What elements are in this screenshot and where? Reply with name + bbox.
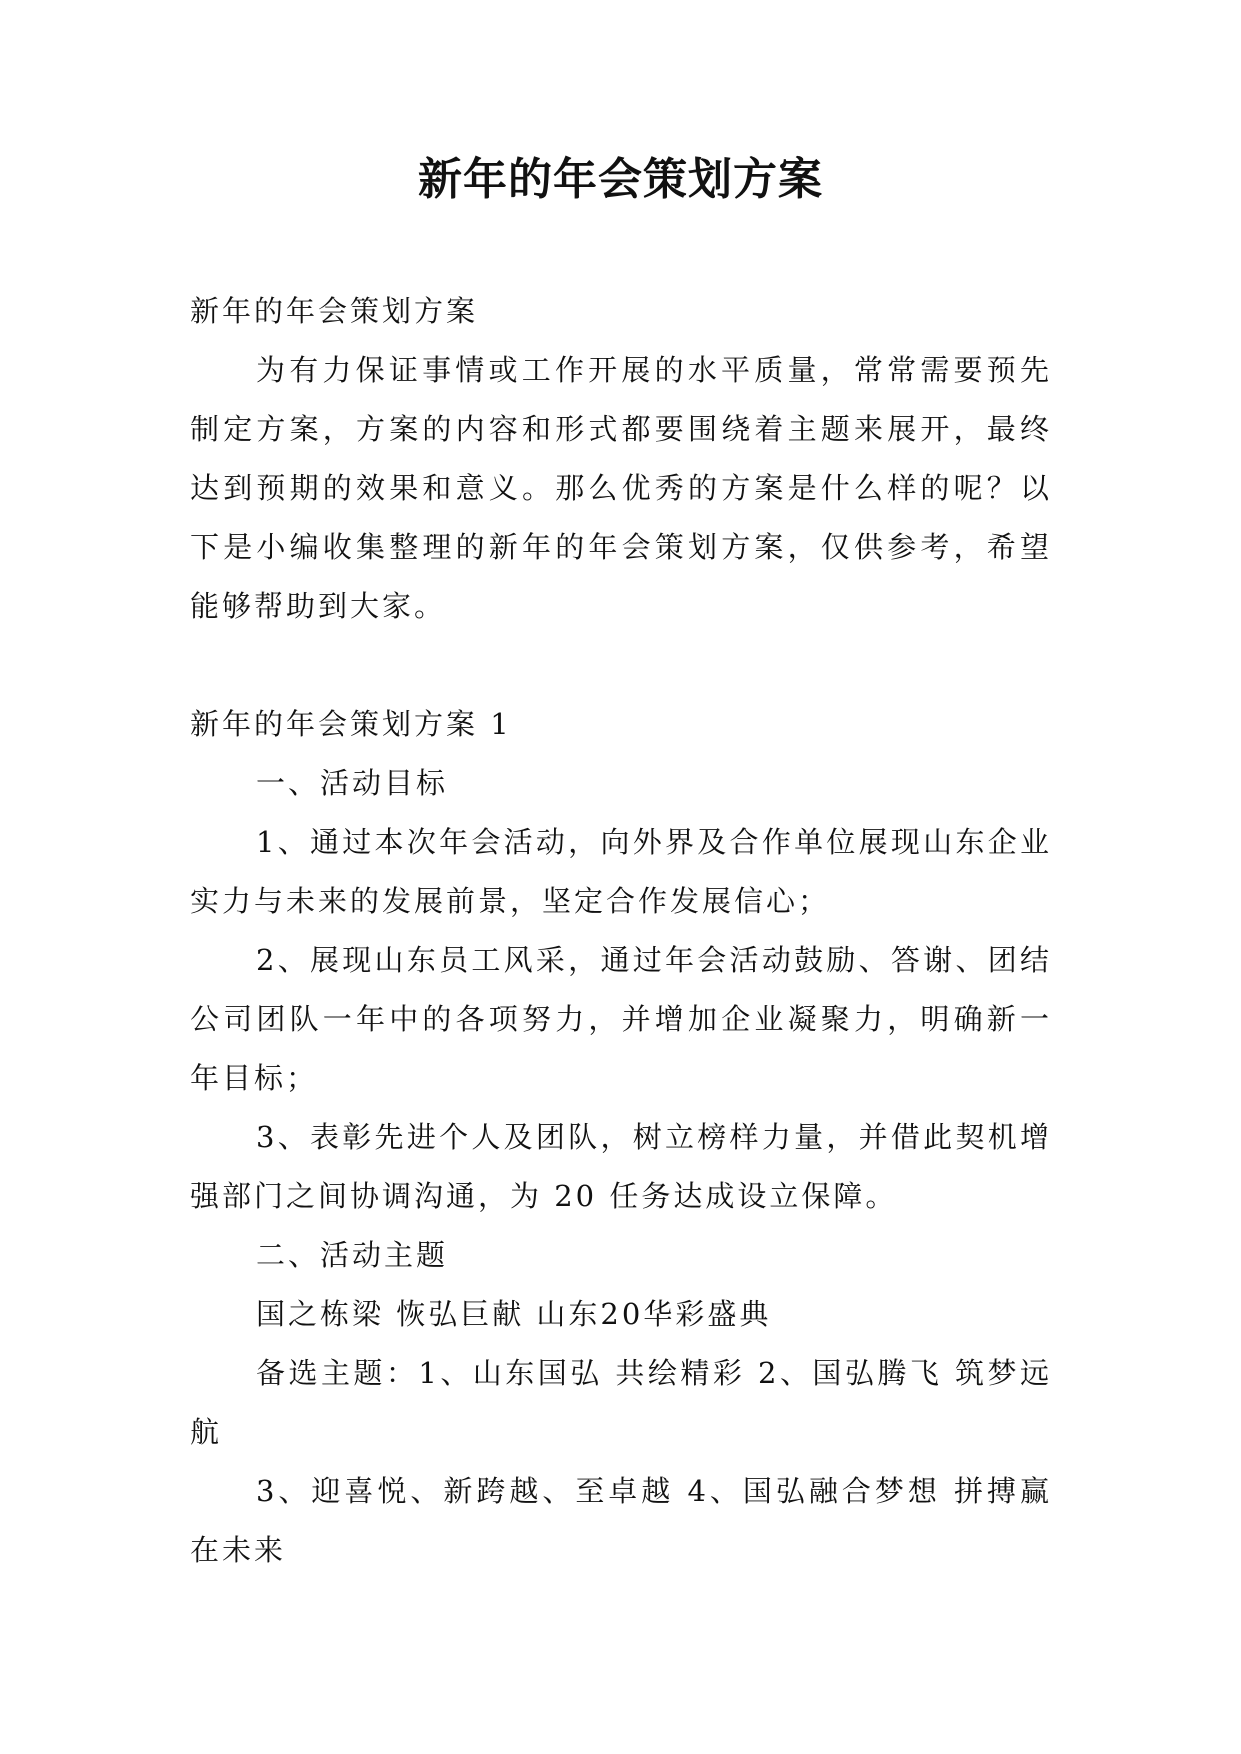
document-title: 新年的年会策划方案 xyxy=(418,154,823,205)
alt-theme-line: 备选主题：1、山东国弘 共绘精彩 2、国弘腾飞 筑梦远航 xyxy=(190,1356,1052,1449)
plan-heading: 新年的年会策划方案 1 xyxy=(190,707,512,741)
intro-paragraph: 为有力保证事情或工作开展的水平质量，常常需要预先制定方案，方案的内容和形式都要围绕着主题来展开，最终达到预期的效果和意义。那么优秀的方案是什么样的呢？以下是小编收集整理的新年的年会策划方案，仅供参考，希望能够帮助到大家。 xyxy=(190,353,1052,623)
goal-item: 2、展现山东员工风采，通过年会活动鼓励、答谢、团结公司团队一年中的各项努力，并增加企业凝聚力，明确新一年目标； xyxy=(190,943,1052,1095)
goal-item: 3、表彰先进个人及团队，树立榜样力量，并借此契机增强部门之间协调沟通，为 20 任务达成设立保障。 xyxy=(190,1120,1052,1213)
document-body xyxy=(190,282,1052,1580)
theme-line: 国之栋梁 恢弘巨献 山东20华彩盛典 xyxy=(256,1297,772,1331)
goal-item: 1、通过本次年会活动，向外界及合作单位展现山东企业实力与未来的发展前景，坚定合作发展信心； xyxy=(190,825,1052,918)
section-heading: 新年的年会策划方案 xyxy=(190,294,479,328)
subheading-goals: 一、活动目标 xyxy=(256,766,449,800)
subheading-theme: 二、活动主题 xyxy=(256,1238,449,1272)
alt-theme-line: 3、迎喜悦、新跨越、至卓越 4、国弘融合梦想 拼搏赢在未来 xyxy=(190,1474,1052,1567)
